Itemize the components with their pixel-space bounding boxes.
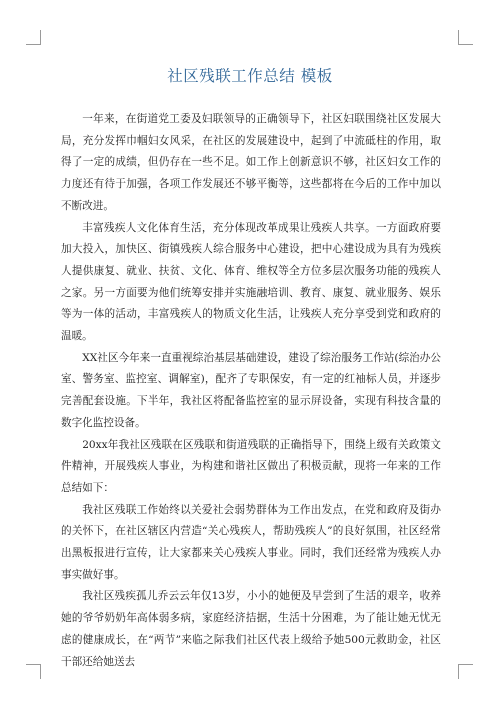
page-corner-mark-top-right <box>458 30 473 45</box>
document-body <box>61 109 441 673</box>
paragraph-3: XX社区今年来一直重视综治基层基础建设，建设了综治服务工作站(综治办公室、警务室、监控室、调解室)，配齐了专职保安，有一定的红袖标人员，并逐步完善配套设施。下半年，我社区将配备监控室的显示屏设备，实现有科技含量的数字化监控设备。 <box>61 351 441 429</box>
page-corner-mark-top-left <box>26 30 41 45</box>
document-title: 社区残联工作总结 模板 <box>167 67 333 85</box>
paragraph-1: 一年来，在街道党工委及妇联领导的正确领导下，社区妇联围绕社区发展大局，充分发挥巾帼妇女风采，在社区的发展建设中，起到了中流砥柱的作用，取得了一定的成绩，但仍存在一些不足。如工作上创新意识不够，社区妇女工作的力度还有待于加强，各项工作发展还不够平衡等，这些都将在今后的工作中加以不断改进。 <box>61 113 441 212</box>
paragraph-2: 丰富残疾人文化体育生活，充分体现改革成果让残疾人共享。一方面政府要加大投入，加快区、街镇残疾人综合服务中心建设，把中心建设成为具有为残疾人提供康复、就业、扶贫、文化、体育、维权等全方位多层次服务功能的残疾人之家。另一方面要为他们统筹安排并实施融培训、教育、康复、就业服务、娱乐等为一体的活动，丰富残疾人的物质文化生活，让残疾人充分享受到党和政府的温暖。 <box>61 221 441 343</box>
page-corner-mark-bottom-right <box>458 664 473 679</box>
paragraph-5: 我社区残联工作始终以关爱社会弱势群体为工作出发点，在党和政府及街办的关怀下，在社区辖区内营造“关心残疾人，帮助残疾人”的良好氛围，社区经常出黑板报进行宣传，让大家都来关心残疾人事业。同时，我们还经常为残疾人办事实做好事。 <box>61 503 441 581</box>
paragraph-6: 我社区残疾孤儿乔云云年仅13岁，小小的她便及早尝到了生活的艰辛，收养她的爷爷奶奶年高体弱多病，家庭经济拮据，生活十分困难，为了能让她无忧无虑的健康成长，在“两节”来临之际我们社区代表上级给予她500元救助金，社区干部还给她送去 <box>61 590 441 668</box>
paragraph-4: 20xx年我社区残联在区残联和街道残联的正确指导下，围绕上级有关政策文件精神，开展残疾人事业，为构建和谐社区做出了积极贡献，现将一年来的工作总结如下： <box>61 438 441 494</box>
page-corner-mark-bottom-left <box>26 664 41 679</box>
